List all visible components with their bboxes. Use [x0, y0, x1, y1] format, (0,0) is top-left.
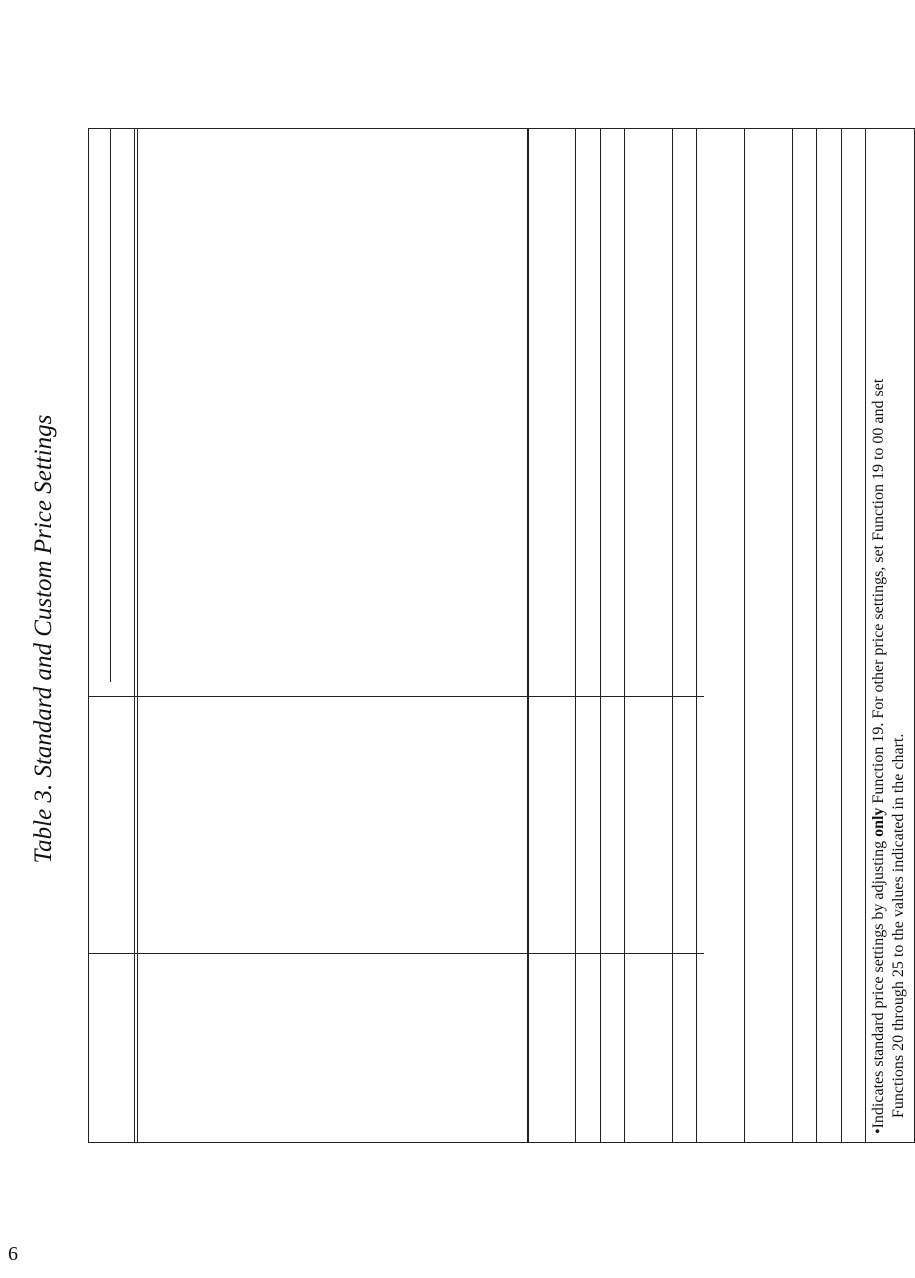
- footnote-emphasis: only: [870, 807, 887, 837]
- group-divider: [527, 129, 528, 1142]
- group-divider: [865, 129, 866, 1142]
- header-divider-double: [137, 129, 138, 1142]
- footnote-line2: Functions 20 through 25 to the values indicated in the chart.: [890, 733, 907, 1118]
- table-title: Table 3. Standard and Custom Price Settings: [30, 414, 57, 864]
- page-number: 6: [8, 1243, 18, 1265]
- header-divider: [134, 129, 135, 1142]
- group-divider: [744, 129, 745, 1142]
- footnote-text: •Indicates standard price settings by adjusting: [870, 836, 887, 1134]
- group-divider: [816, 129, 817, 1142]
- function-header-divider: [110, 129, 111, 682]
- group-divider: [624, 129, 625, 1142]
- group-divider: [841, 129, 842, 1142]
- mechanism-credits-divider: [89, 953, 704, 954]
- footnote-line1: [870, 379, 888, 1134]
- group-divider: [600, 129, 601, 1142]
- group-divider: [792, 129, 793, 1142]
- credits-function-divider: [89, 696, 704, 697]
- group-divider: [672, 129, 673, 1142]
- group-divider: [575, 129, 576, 1142]
- group-divider: [696, 129, 697, 1142]
- footnote-text: Function 19. For other price settings, set Function 19 to 00 and set: [870, 378, 887, 808]
- price-settings-table: [88, 128, 915, 1143]
